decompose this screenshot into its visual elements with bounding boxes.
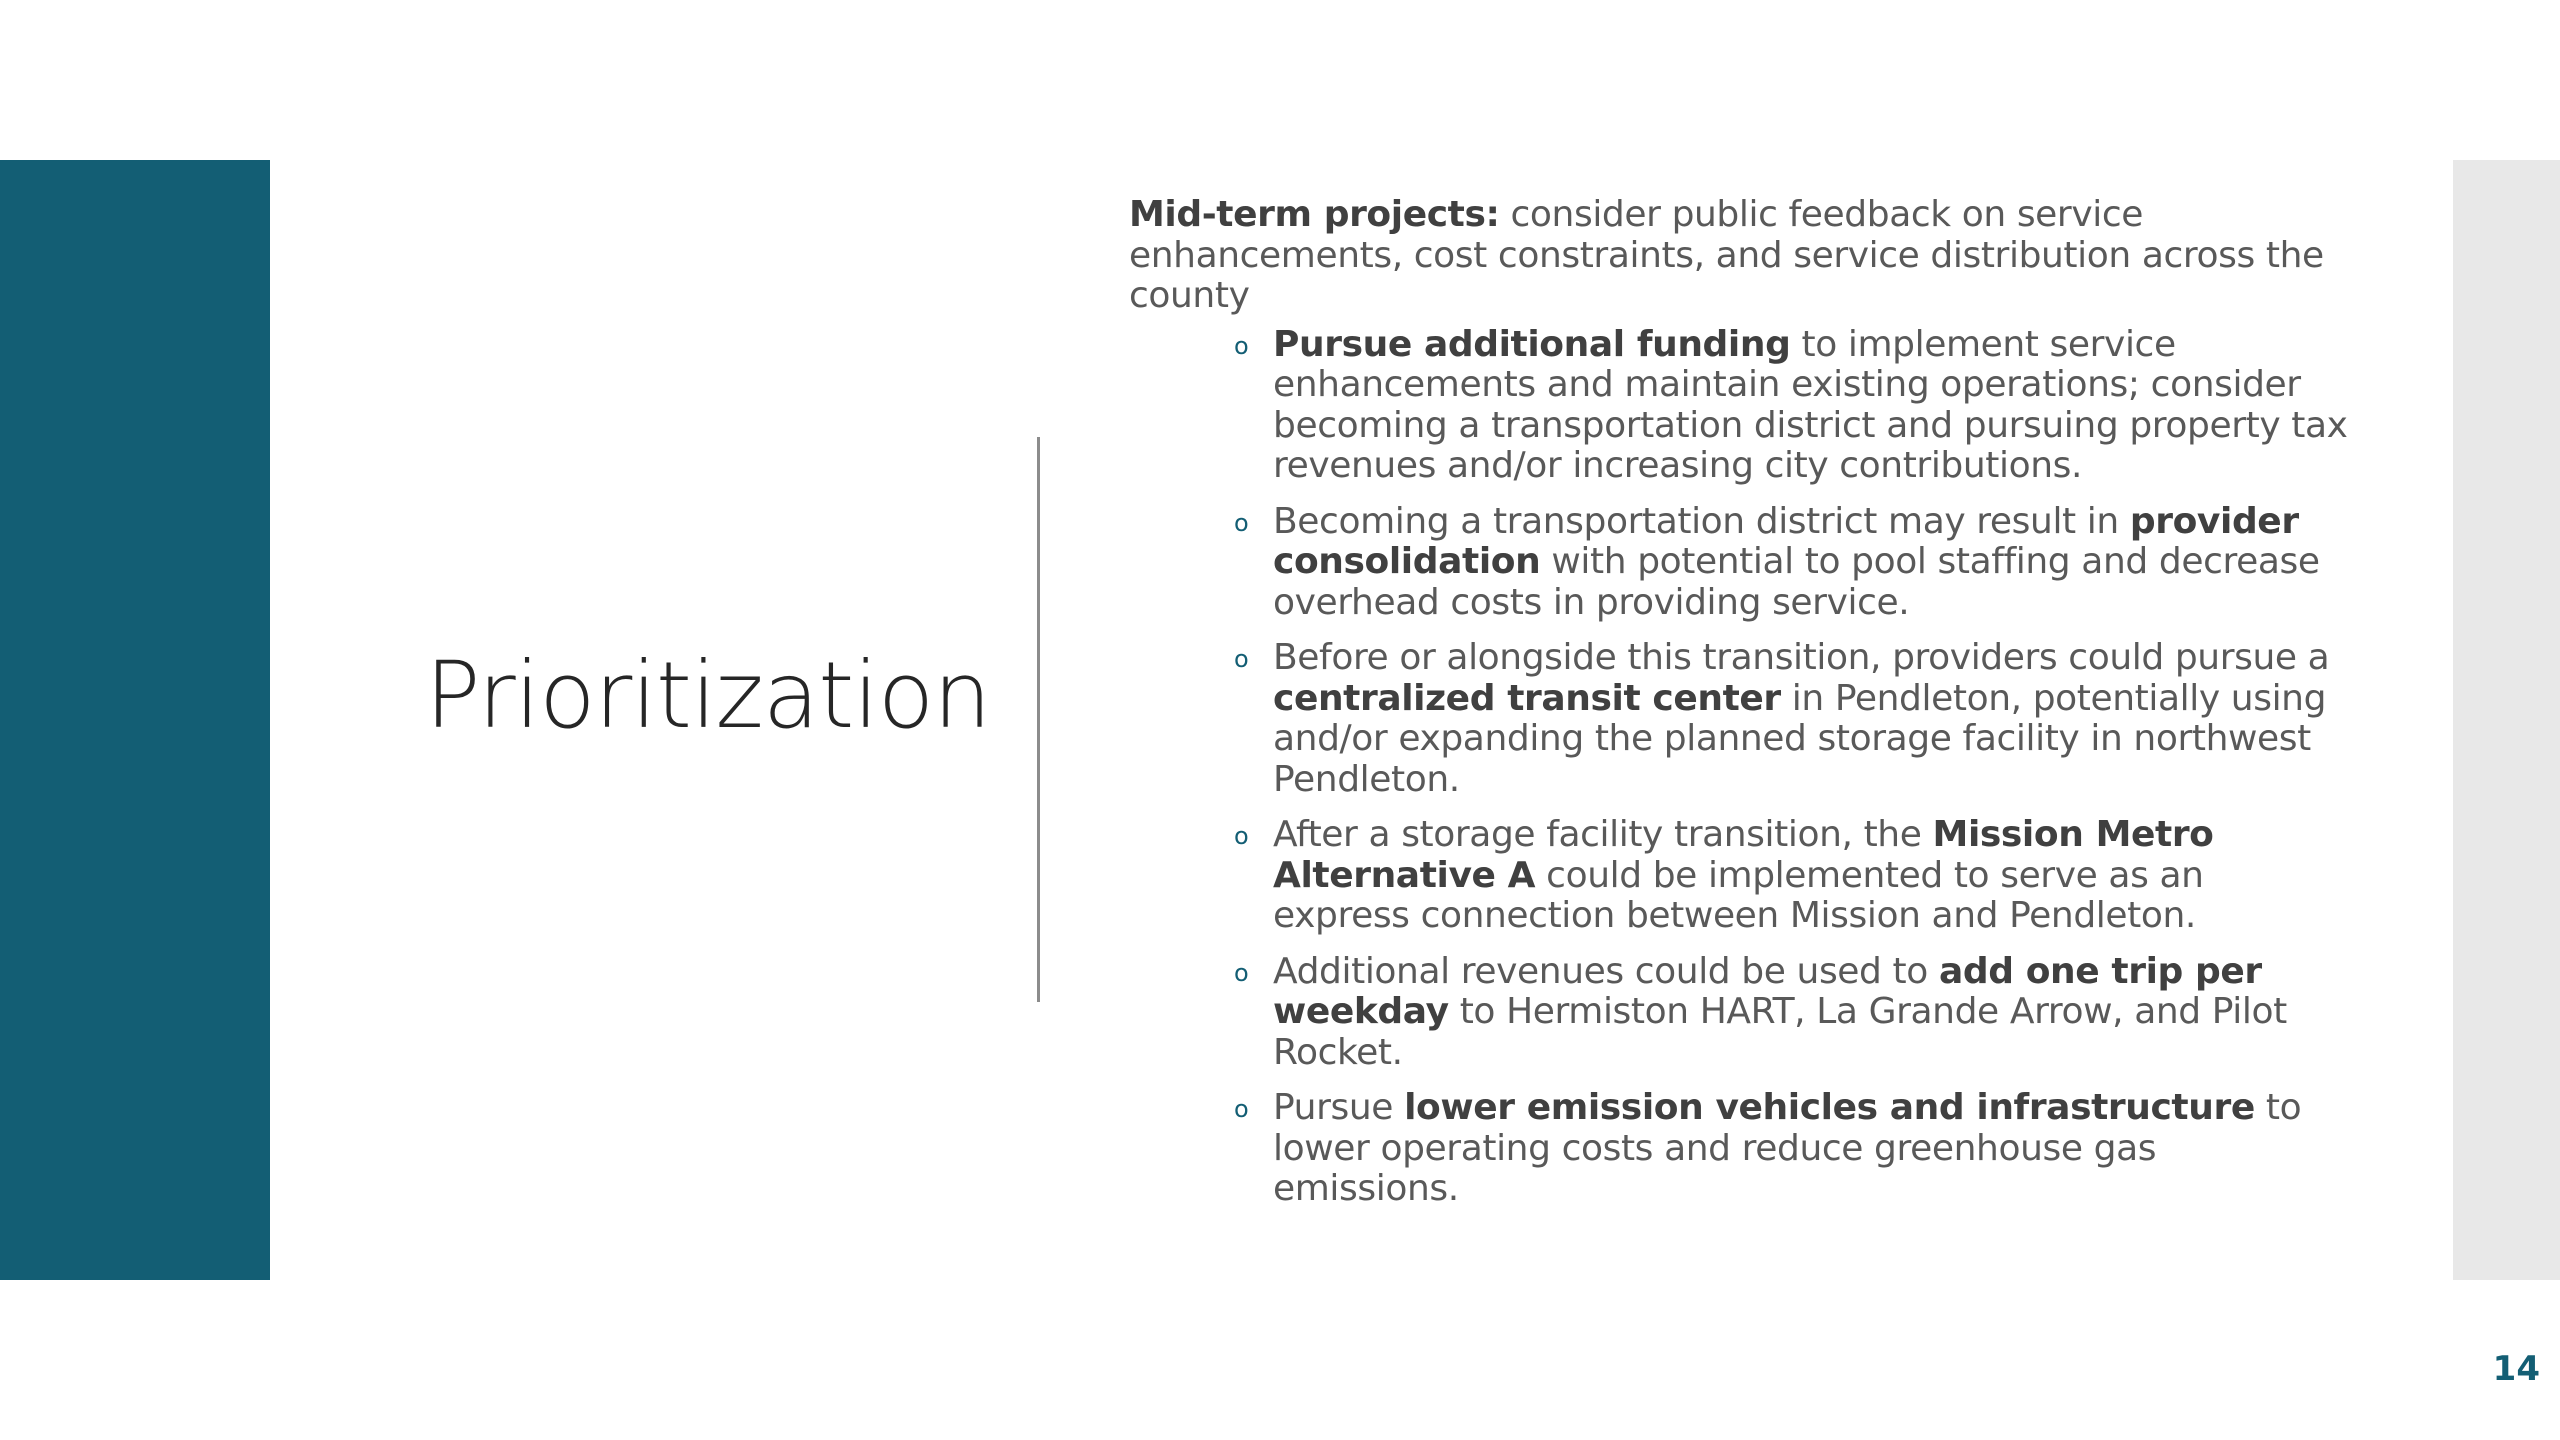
intro-paragraph	[1129, 195, 2349, 317]
list-item	[1234, 814, 2349, 937]
bullet-text-pre: Pursue	[1273, 1087, 1405, 1128]
bullet-text-pre: Becoming a transportation district may result in	[1273, 500, 2130, 542]
list-item	[1234, 323, 2349, 487]
bullet-text-post: to implement service enhancements and maintain existing operations; consider becoming a transportation district and pursuing property tax revenues and/or increasing city contributions.	[1273, 323, 2348, 486]
list-item	[1234, 637, 2349, 800]
hollow-circle-bullet-icon: o	[1234, 508, 1249, 537]
bullet-emphasis: centralized transit center	[1273, 677, 1781, 719]
bullet-emphasis: provider consolidation	[1273, 500, 2299, 582]
bullet-text-post: in Pendleton, potentially using and/or expanding the planned storage facility in northwest Pendleton.	[1273, 677, 2327, 800]
slide-body	[1129, 195, 2349, 1225]
slide-title: Prioritization	[425, 642, 991, 749]
list-item	[1234, 950, 2349, 1074]
bullet-emphasis: Mission Metro Alternative A	[1273, 814, 2214, 896]
bullet-emphasis: lower emission vehicles and infrastructure	[1404, 1087, 2255, 1128]
hollow-circle-bullet-icon: o	[1234, 822, 1249, 850]
bullet-text-pre: Additional revenues could be used to	[1273, 950, 1939, 992]
bullet-list	[1129, 325, 2349, 1210]
bullet-text-post: could be implemented to serve as an express connection between Mission and Pendleton.	[1273, 854, 2204, 936]
intro-text: consider public feedback on service enhancements, cost constraints, and service distribution across the county	[1129, 194, 2324, 316]
bullet-emphasis: add one trip per weekday	[1273, 950, 2262, 1032]
right-side-panel	[2453, 160, 2560, 1280]
hollow-circle-bullet-icon: o	[1234, 645, 1249, 673]
hollow-circle-bullet-icon: o	[1234, 958, 1249, 987]
page-number: 14	[2492, 1349, 2540, 1389]
bullet-text-post: with potential to pool staffing and decrease overhead costs in providing service.	[1273, 541, 2320, 623]
bullet-text-pre: After a storage facility transition, the	[1273, 814, 1933, 855]
hollow-circle-bullet-icon: o	[1234, 331, 1249, 360]
left-accent-band	[0, 160, 270, 1280]
hollow-circle-bullet-icon: o	[1234, 1095, 1249, 1123]
list-item	[1234, 1087, 2349, 1210]
vertical-divider	[1037, 437, 1040, 1002]
intro-label: Mid-term projects:	[1129, 194, 1500, 235]
bullet-text-post: to lower operating costs and reduce greenhouse gas emissions.	[1273, 1087, 2302, 1209]
bullet-emphasis: Pursue additional funding	[1273, 323, 1791, 365]
bullet-text-pre: Before or alongside this transition, providers could pursue a	[1273, 637, 2330, 678]
list-item	[1234, 500, 2349, 624]
bullet-text-post: to Hermiston HART, La Grande Arrow, and Pilot Rocket.	[1273, 991, 2287, 1073]
